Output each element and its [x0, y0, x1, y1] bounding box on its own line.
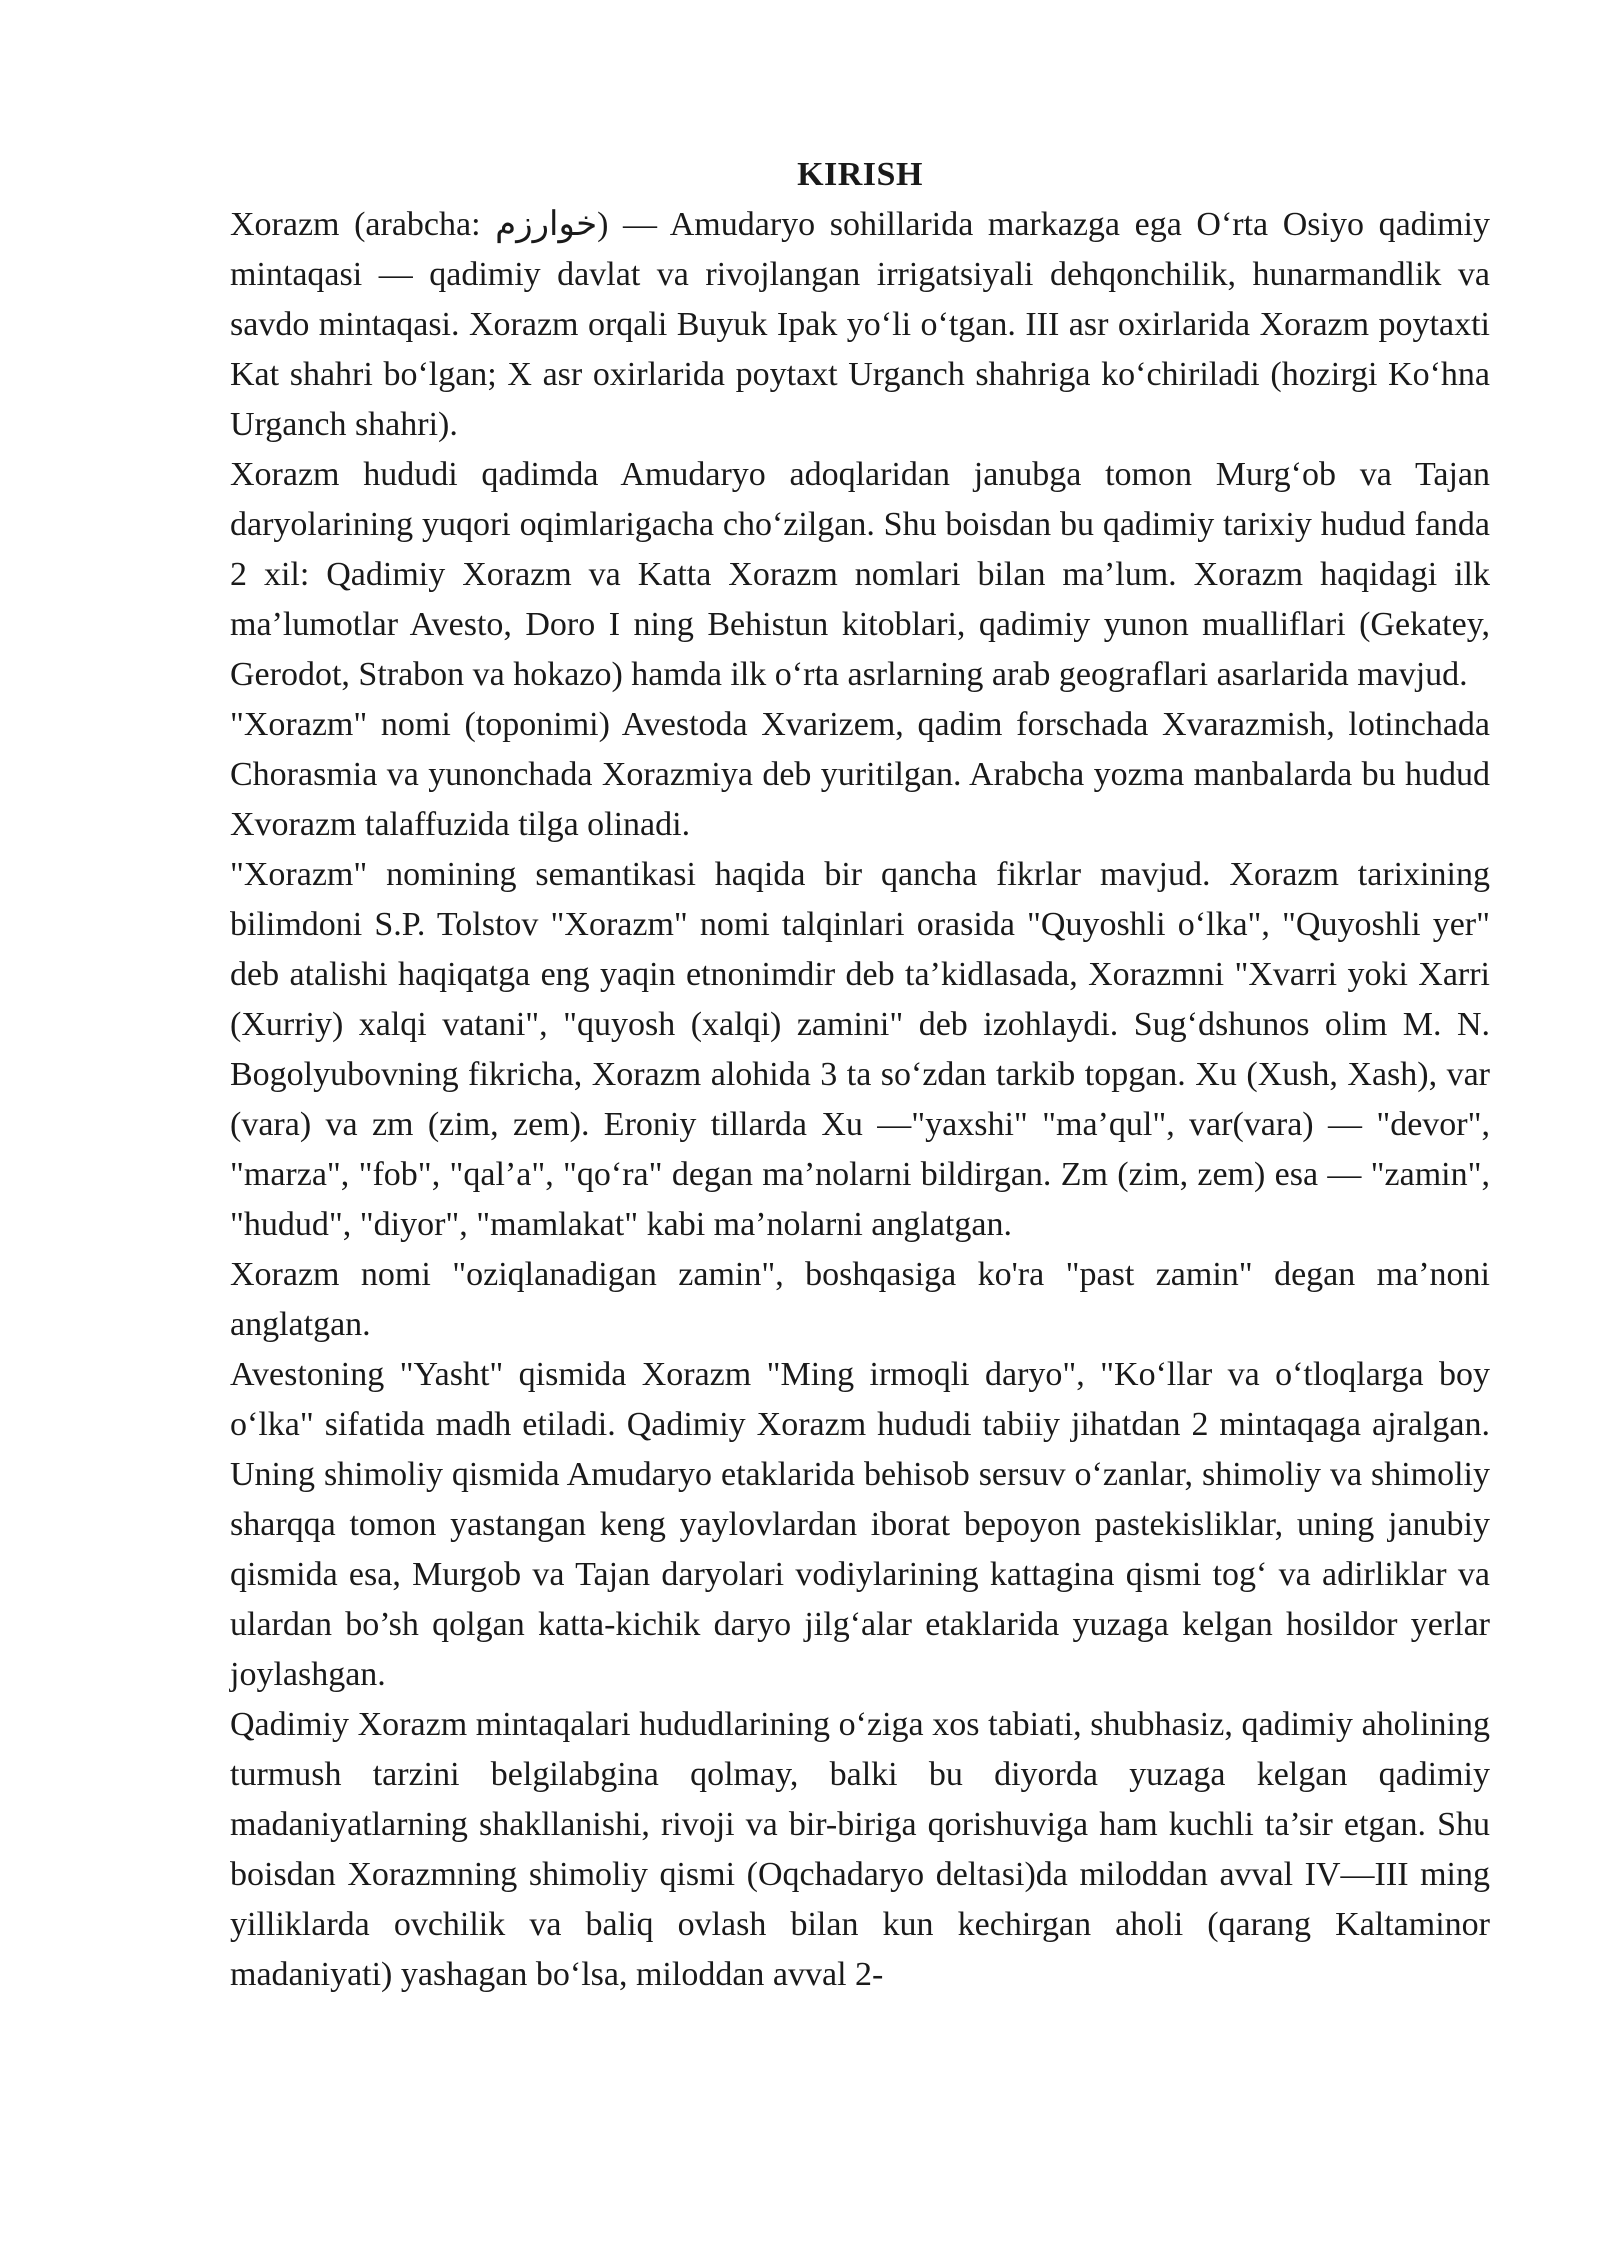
- paragraph-regions: Qadimiy Xorazm mintaqalari hududlarining o‘ziga xos tabiati, shubhasiz, qadimiy aholining turmush tarzini belgilabgina qolmay, balki bu diyorda yuzaga kelgan qadimiy madaniyatlarning shakllanishi, rivoji va bir-biriga qorishuviga ham kuchli ta’sir etgan. Shu boisdan Xorazmning shimoliy qismi (Oqchadaryo deltasi)da miloddan avval IV—III ming yilliklarda ovchilik va baliq ovlash bilan kun kechirgan aholi (qarang Kaltaminor madaniyati) yashagan bo‘lsa, miloddan avval 2-: [230, 1706, 1490, 1993]
- paragraph-avesto: Avestoning "Yasht" qismida Xorazm "Ming irmoqli daryo", "Ko‘llar va o‘tloqlarga boy o‘lka" sifatida madh etiladi. Qadimiy Xorazm hududi tabiiy jihatdan 2 mintaqaga ajralgan. Uning shimoliy qismida Amudaryo etaklarida behisob sersuv o‘zanlar, shimoliy va shimoliy sharqqa tomon yastangan keng yaylovlardan iborat bepoyon pastekisliklar, uning janubiy qismida esa, Murgob va Tajan daryolari vodiylarining kattagina qismi tog‘ va adirliklar va ulardan bo’sh qolgan katta-kichik daryo jilg‘alar etaklarida yuzaga kelgan hosildor yerlar joylashgan.: [230, 1356, 1490, 1693]
- paragraph-meaning: Xorazm nomi "oziqlanadigan zamin", boshqasiga ko'ra "past zamin" degan ma’noni anglatgan.: [230, 1256, 1490, 1343]
- paragraph-territory: Xorazm hududi qadimda Amudaryo adoqlaridan janubga tomon Murg‘ob va Tajan daryolarining yuqori oqimlarigacha cho‘zilgan. Shu boisdan bu qadimiy tarixiy hudud fanda 2 xil: Qadimiy Xorazm va Katta Xorazm nomlari bilan ma’lum. Xorazm haqidagi ilk ma’lumotlar Avesto, Doro I ning Behistun kitoblari, qadimiy yunon mualliflari (Gekatey, Gerodot, Strabon va hokazo) hamda ilk o‘rta asrlarning arab geograflari asarlarida mavjud.: [230, 456, 1490, 693]
- paragraph-semantics: "Xorazm" nomining semantikasi haqida bir qancha fikrlar mavjud. Xorazm tarixining bilimdoni S.P. Tolstov "Xorazm" nomi talqinlari orasida "Quyoshli o‘lka", "Quyoshli yer" deb atalishi haqiqatga eng yaqin etnonimdir deb ta’kidlasada, Xorazmni "Xvarri yoki Xarri (Xurriy) xalqi vatani", "quyosh (xalqi) zamini" deb izohlaydi. Sug‘dshunos olim M. N. Bogolyubovning fikricha, Xorazm alohida 3 ta so‘zdan tarkib topgan. Xu (Xush, Xash), var (vara) va zm (zim, zem). Eroniy tillarda Xu —"yaxshi" "ma’qul", var(vara) — "devor", "marza", "fob", "qal’a", "qo‘ra" degan ma’nolarni bildirgan. Zm (zim, zem) esa — "zamin", "hudud", "diyor", "mamlakat" kabi ma’nolarni anglatgan.: [230, 856, 1490, 1243]
- page-title: KIRISH: [797, 156, 923, 193]
- paragraph-intro: Xorazm (arabcha: خوارزم) — Amudaryo sohillarida markazga ega O‘rta Osiyo qadimiy mintaqasi — qadimiy davlat va rivojlangan irrigatsiyali dehqonchilik, hunarmandlik va savdo mintaqasi. Xorazm orqali Buyuk Ipak yo‘li o‘tgan. III asr oxirlarida Xorazm poytaxti Kat shahri bo‘lgan; X asr oxirlarida poytaxt Urganch shahriga ko‘chiriladi (hozirgi Ko‘hna Urganch shahri).: [230, 206, 1490, 443]
- paragraph-toponym: "Xorazm" nomi (toponimi) Avestoda Xvarizem, qadim forschada Xvarazmish, lotinchada Chorasmia va yunonchada Xorazmiya deb yuritilgan. Arabcha yozma manbalarda bu hudud Xvorazm talaffuzida tilga olinadi.: [230, 706, 1490, 843]
- document-body: [230, 150, 1490, 2000]
